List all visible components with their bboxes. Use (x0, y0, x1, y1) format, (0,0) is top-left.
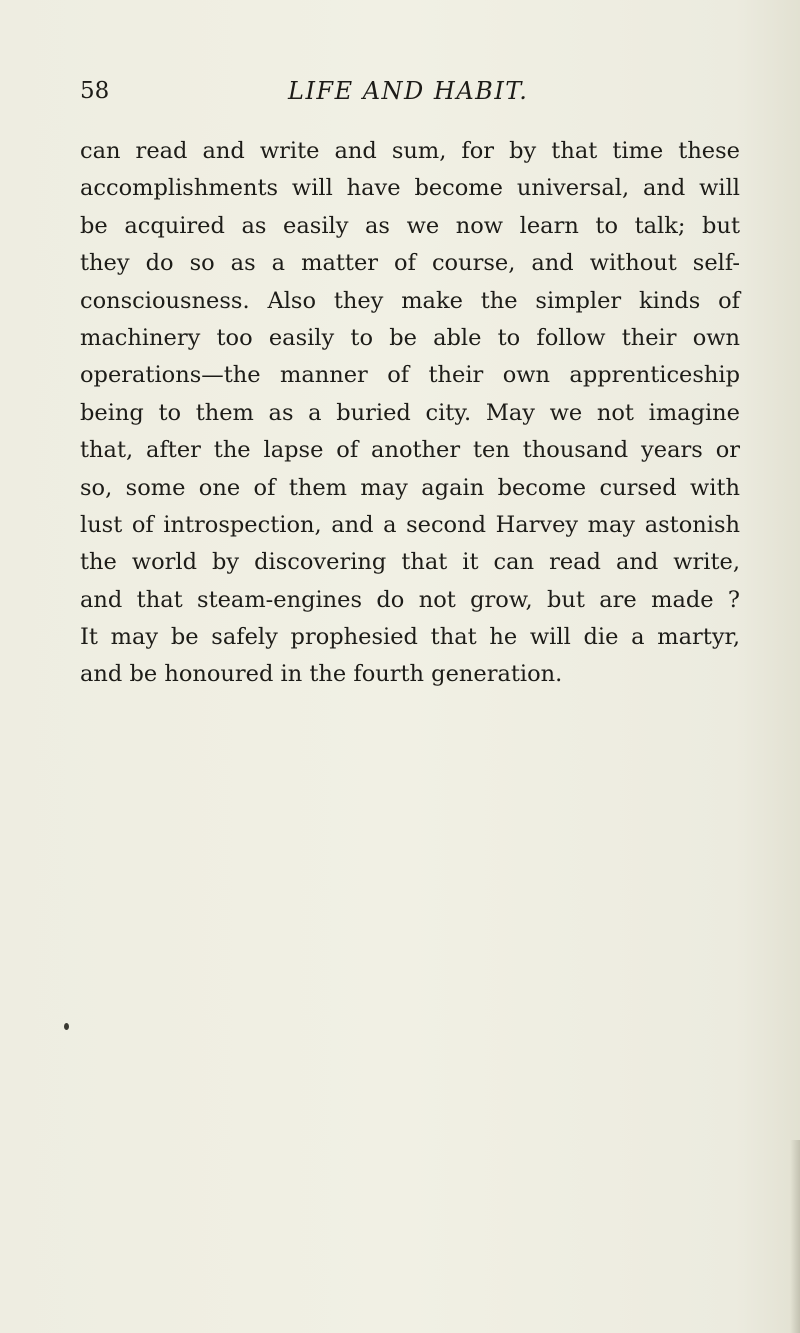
text-line: and be honoured in the fourth generation. (80, 661, 563, 688)
text-line: accomplishments will have become universal, and will (80, 175, 740, 202)
ink-speck (64, 1023, 69, 1030)
text-line: and that steam-engines do not grow, but are made ? (80, 586, 740, 613)
text-line: that, after the lapse of another ten thousand years or (80, 437, 740, 464)
text-line: operations—the manner of their own apprenticeship (80, 362, 740, 389)
text-line: be acquired as easily as we now learn to talk; but (80, 212, 740, 239)
text-line: can read and write and sum, for by that time these (80, 138, 740, 164)
text-line: It may be safely prophesied that he will die a martyr, (80, 624, 740, 651)
text-line: they do so as a matter of course, and without self- (80, 250, 740, 277)
text-line: so, some one of them may again become cursed with (80, 474, 740, 501)
text-line: being to them as a buried city. May we not imagine (80, 399, 740, 426)
page-header (0, 74, 800, 114)
running-head: LIFE AND HABIT. (288, 77, 529, 105)
text-line: machinery too easily to be able to follow their own (80, 324, 740, 351)
text-line: lust of introspection, and a second Harvey may astonish (80, 511, 740, 538)
page-number: 58 (80, 78, 110, 104)
text-line: the world by discovering that it can read and write, (80, 549, 740, 576)
body-paragraph (80, 133, 740, 694)
text-line: consciousness. Also they make the simpler kinds of (80, 287, 740, 314)
page-edge-shadow (790, 1140, 800, 1333)
